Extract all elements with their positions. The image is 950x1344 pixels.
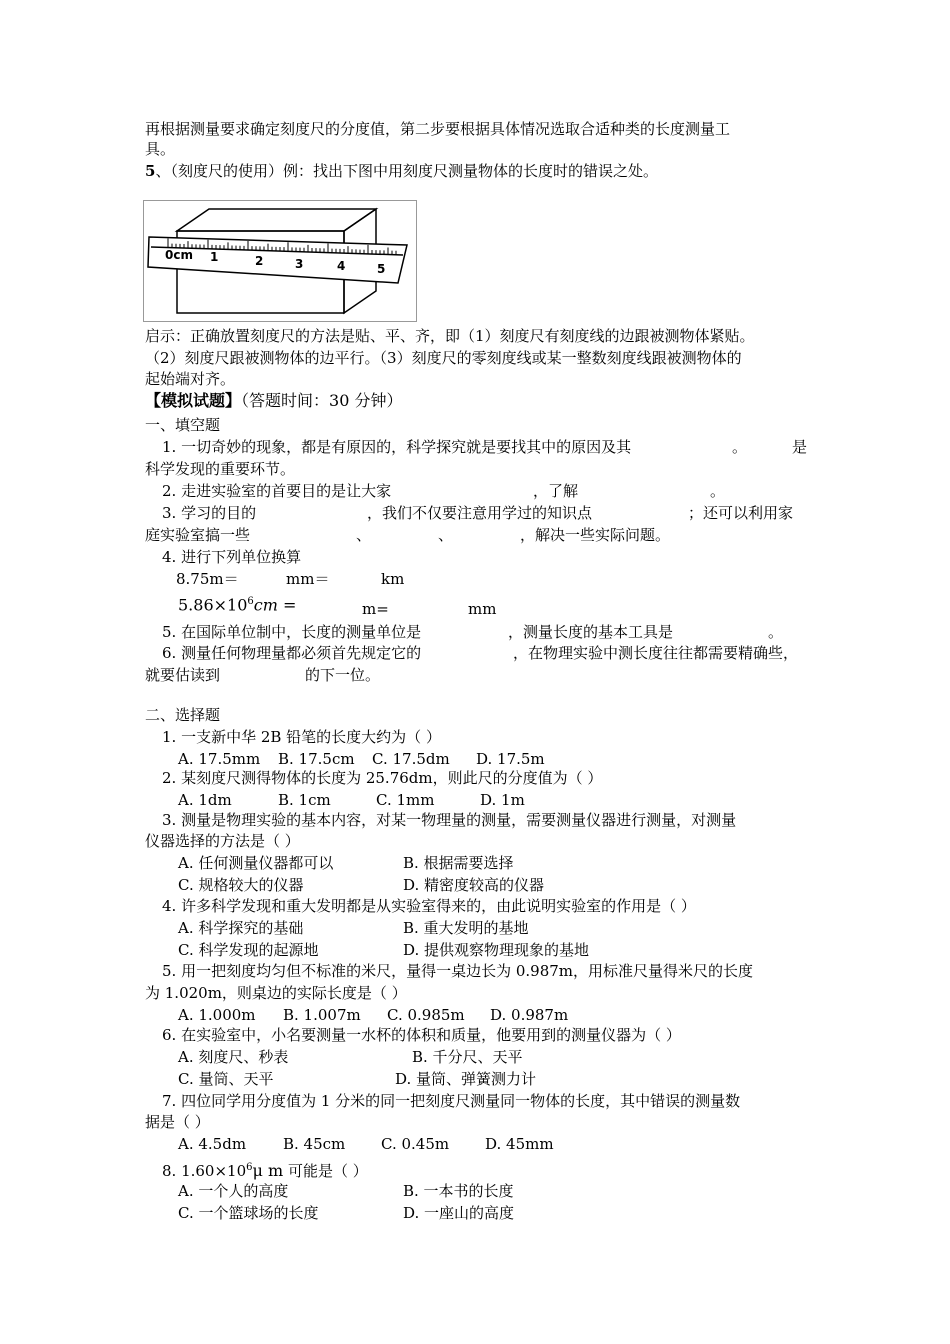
sci-unit: cm xyxy=(253,595,278,615)
choice-q6: 6. 在实验室中，小名要测量一水杯的体积和质量，他要用到的测量仪器为（ ） xyxy=(162,1026,681,1044)
fill-q6: 6. 测量任何物理量都必须首先规定它的 xyxy=(162,644,422,662)
choice-option: B. 17.5cm xyxy=(278,750,355,768)
choice-option: C. 规格较大的仪器 xyxy=(178,876,304,894)
choice-option: D. 量筒、弹簧测力计 xyxy=(395,1070,537,1088)
fill-q5: 5. 在国际单位制中，长度的测量单位是 xyxy=(162,623,422,641)
block-top xyxy=(177,209,376,231)
choice-option: D. 一座山的高度 xyxy=(403,1204,515,1222)
ruler-tick-label: 2 xyxy=(255,254,264,268)
ruler-tick-label: 3 xyxy=(295,257,304,271)
choice-q4: 4. 许多科学发现和重大发明都是从实验室得来的，由此说明实验室的作用是（ ） xyxy=(162,897,696,915)
exam-title xyxy=(145,391,402,411)
ruler-figure xyxy=(143,200,417,322)
fill-q1-tail: 是 xyxy=(792,438,808,456)
fill-q4-b xyxy=(178,592,296,615)
fill-q4: 4. 进行下列单位换算 xyxy=(162,548,302,566)
fill-q2: 2. 走进实验室的首要目的是让大家 xyxy=(162,482,392,500)
section-heading-fill: 一、填空题 xyxy=(145,416,221,434)
q8-unit: μ m xyxy=(252,1161,284,1180)
fill-q4-a3: km xyxy=(381,570,405,588)
ruler-tick-label: 4 xyxy=(337,259,346,273)
hint-line: 启示：正确放置刻度尺的方法是贴、平、齐，即（1）刻度尺有刻度线的边跟被测物体紧贴。 xyxy=(145,327,755,345)
item5-line xyxy=(145,161,658,181)
choice-option: C. 17.5dm xyxy=(372,750,450,768)
fill-q5-end: 。 xyxy=(768,623,784,641)
choice-option: B. 1cm xyxy=(278,791,331,809)
choice-q3-cont: 仪器选择的方法是（ ） xyxy=(145,832,300,850)
choice-option: D. 17.5m xyxy=(476,750,545,768)
choice-option: A. 1dm xyxy=(178,791,232,809)
hint-line: 起始端对齐。 xyxy=(145,370,236,388)
choice-option: D. 0.987m xyxy=(490,1006,569,1024)
section-heading-choice: 二、选择题 xyxy=(145,706,221,724)
choice-option: C. 1mm xyxy=(376,791,435,809)
choice-option: B. 重大发明的基地 xyxy=(403,919,529,937)
fill-q3-part: ；还可以利用家 xyxy=(688,504,794,522)
sci-times: ×10 xyxy=(213,595,248,615)
choice-option: B. 45cm xyxy=(283,1135,346,1153)
fill-q1: 1. 一切奇妙的现象，都是有原因的，科学探究就是要找其中的原因及其 xyxy=(162,438,632,456)
choice-q1: 1. 一支新中华 2B 铅笔的长度大约为（ ） xyxy=(162,728,441,746)
choice-option: A. 17.5mm xyxy=(178,750,261,768)
sci-mantissa: 5.86 xyxy=(178,595,214,615)
choice-option: C. 科学发现的起源地 xyxy=(178,941,319,959)
sci-exponent: 6 xyxy=(247,596,254,607)
choice-option: A. 任何测量仪器都可以 xyxy=(178,854,334,872)
q8-times: ×10 xyxy=(214,1162,247,1180)
choice-option: C. 0.985m xyxy=(387,1006,465,1024)
sci-equals: = xyxy=(283,595,297,615)
choice-q8 xyxy=(162,1158,368,1181)
choice-option: A. 4.5dm xyxy=(178,1135,247,1153)
exam-title-rest: （答题时间：30 分钟） xyxy=(241,391,403,410)
choice-option: D. 45mm xyxy=(485,1135,554,1153)
hint-line: （2）刻度尺跟被测物体的边平行。（3）刻度尺的零刻度线或某一整数刻度线跟被测物体的 xyxy=(145,349,742,367)
choice-q3: 3. 测量是物理实验的基本内容，对某一物理量的测量，需要测量仪器进行测量，对测量 xyxy=(162,811,737,829)
fill-q3-sep: 、 xyxy=(356,526,372,544)
fill-q5-part: ，测量长度的基本工具是 xyxy=(508,623,674,641)
fill-q2-end: 。 xyxy=(710,482,726,500)
ruler-illustration xyxy=(144,201,416,321)
fill-q4-b6: m= xyxy=(362,600,389,618)
item5-text: 、（刻度尺的使用）例：找出下图中用刻度尺测量物体的长度时的错误之处。 xyxy=(155,162,658,180)
intro-line: 具。 xyxy=(145,140,176,158)
q8-text: 可能是（ ） xyxy=(287,1162,368,1180)
choice-q5-cont: 为 1.020m，则桌边的实际长度是（ ） xyxy=(145,984,407,1002)
choice-option: B. 千分尺、天平 xyxy=(412,1048,523,1066)
choice-option: B. 1.007m xyxy=(283,1006,361,1024)
fill-q4-a1: 8.75m＝ xyxy=(176,570,239,588)
fill-q1-mark: 。 xyxy=(732,438,748,456)
choice-option: B. 根据需要选择 xyxy=(403,854,514,872)
choice-option: C. 量筒、天平 xyxy=(178,1070,274,1088)
fill-q3-sep: 、 xyxy=(438,526,454,544)
choice-option: D. 精密度较高的仪器 xyxy=(403,876,545,894)
choice-option: C. 一个篮球场的长度 xyxy=(178,1204,319,1222)
q8-exponent: 6 xyxy=(246,1162,253,1173)
fill-q1-cont: 科学发现的重要环节。 xyxy=(145,460,296,478)
q8-mantissa: 8. 1.60 xyxy=(162,1162,215,1180)
intro-line: 再根据测量要求确定刻度尺的分度值，第二步要根据具体情况选取合适种类的长度测量工 xyxy=(145,120,731,138)
item5-number: 5 xyxy=(145,162,156,180)
fill-q3-part: ，我们不仅要注意用学过的知识点 xyxy=(367,504,593,522)
fill-q4-a2: mm＝ xyxy=(286,570,330,588)
choice-option: D. 提供观察物理现象的基地 xyxy=(403,941,590,959)
choice-option: A. 一个人的高度 xyxy=(178,1182,289,1200)
fill-q3-cont: 庭实验室搞一些 xyxy=(145,526,251,544)
choice-q5: 5. 用一把刻度均匀但不标准的米尺，量得一桌边长为 0.987m，用标准尺量得米尺的长度 xyxy=(162,962,754,980)
choice-option: A. 1.000m xyxy=(178,1006,256,1024)
choice-option: A. 刻度尺、秒表 xyxy=(178,1048,289,1066)
fill-q2-part: ，了解 xyxy=(533,482,579,500)
exam-title-bold: 【模拟试题】 xyxy=(145,391,242,410)
fill-q3: 3. 学习的目的 xyxy=(162,504,257,522)
fill-q6-part: ，在物理实验中测长度往往都需要精确些， xyxy=(513,644,799,662)
choice-q7-cont: 据是（ ） xyxy=(145,1113,210,1131)
fill-q4-b7: mm xyxy=(468,600,497,618)
fill-q6-end: 的下一位。 xyxy=(305,666,381,684)
fill-q3-end: ，解决一些实际问题。 xyxy=(520,526,671,544)
ruler-unit-label: 0cm xyxy=(165,248,193,262)
choice-option: D. 1m xyxy=(480,791,525,809)
choice-option: A. 科学探究的基础 xyxy=(178,919,304,937)
ruler-tick-label: 5 xyxy=(377,262,386,276)
ruler-tick-label: 1 xyxy=(210,250,219,264)
choice-option: C. 0.45m xyxy=(381,1135,450,1153)
choice-q7: 7. 四位同学用分度值为 1 分米的同一把刻度尺测量同一物体的长度，其中错误的测量数 xyxy=(162,1092,741,1110)
choice-option: B. 一本书的长度 xyxy=(403,1182,514,1200)
choice-q2: 2. 某刻度尺测得物体的长度为 25.76dm，则此尺的分度值为（ ） xyxy=(162,769,603,787)
fill-q6-cont: 就要估读到 xyxy=(145,666,221,684)
